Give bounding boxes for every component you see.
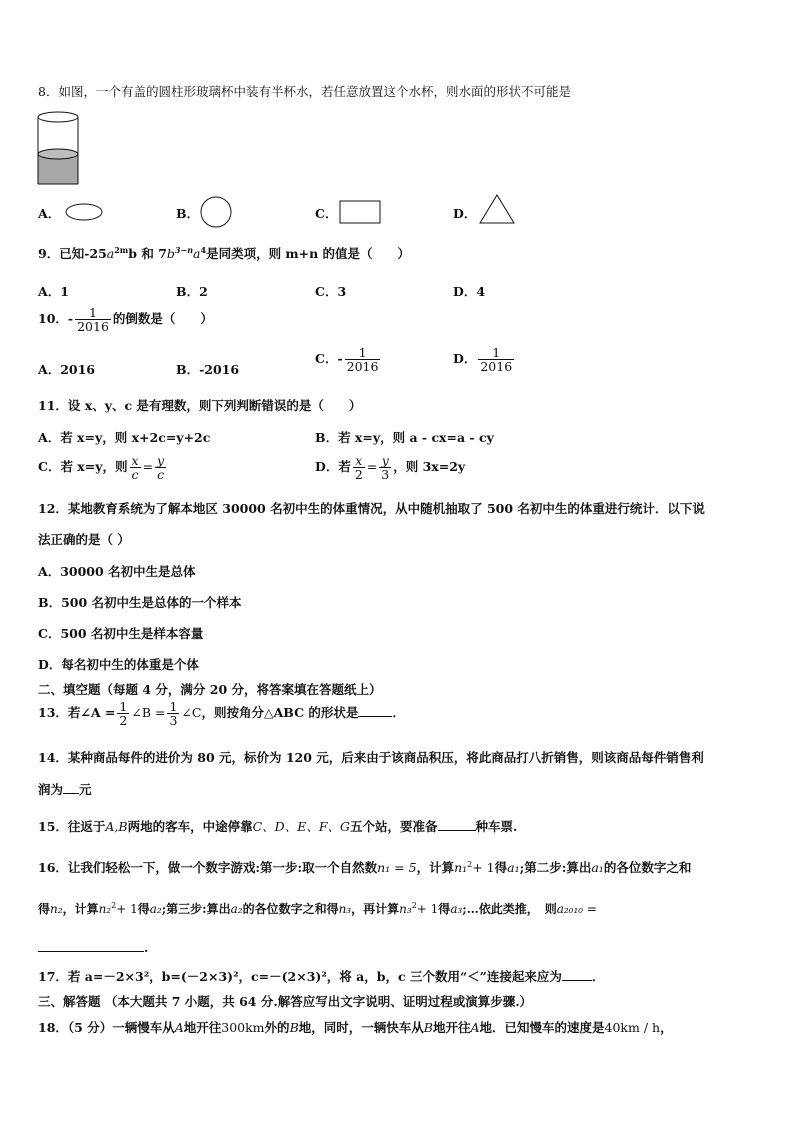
q11-stem: 11．设 x、y、c 是有理数，则下列判断错误的是（ ） xyxy=(38,398,362,413)
q10-option-a: A．2016 xyxy=(38,362,95,377)
q17-stem: 17．若 a=－2×3²，b=(－2×3)²，c=－(2×3)²，将 a，b，c 三个数用“＜”连接起来应为 ． xyxy=(38,969,605,984)
q14-line1: 14．某种商品每件的进价为 80 元，标价为 120 元，后来由于该商品积压，将此商品打八折销售，则该商品每件销售利 xyxy=(38,750,704,765)
q15-stem: 15．往返于A,B两地的客车，中途停靠C、D、E、F、G五个站，要准备 种车票. xyxy=(38,819,518,834)
q8-stem: 8．如图，一个有盖的圆柱形玻璃杯中装有半杯水，若任意放置这个水杯，则水面的形状不可能是 xyxy=(38,84,571,99)
q12-option-c: C．500 名初中生是样本容量 xyxy=(38,626,204,641)
q8-option-a: A． xyxy=(38,206,61,221)
q12-option-d: D．每名初中生的体重是个体 xyxy=(38,657,199,672)
q10-stem: 10．- $\frac{1}{2016}$ 的倒数是（ ） xyxy=(38,305,213,335)
q16-line2: 得n₂，计算n₂$^2$+ 1得a₂;第三步:算出a₂的各位数字之和得n₃，再计算n₃$^2$+ 1得a₃;…依此类推， 则a₂₀₁₀ = xyxy=(38,901,597,916)
q9-option-d: D．4 xyxy=(453,284,486,299)
q12-option-a: A．30000 名初中生是总体 xyxy=(38,564,196,579)
q13-stem: 13．若∠A = $\frac{1}{2}$ ∠B = $\frac{1}{3}$ ∠C，则按角分△ABC 的形状是 ． xyxy=(38,699,405,729)
q9-stem: 9．已知$-25a^{2m}b$ 和 $7b^{3-n}a^4$是同类项，则 m+n 的值是（ ） xyxy=(38,244,411,261)
q11-option-c: C．若 x=y，则 $\frac{x}{c}$ = $\frac{y}{c}$ xyxy=(38,453,165,483)
triangle-icon xyxy=(478,193,516,225)
q12-line2: 法正确的是（ ） xyxy=(38,532,130,547)
q11-option-a: A．若 x=y，则 x+2c=y+2c xyxy=(38,430,211,445)
glass-cup-figure xyxy=(36,110,82,188)
q10-option-d: D． $\frac{1}{2016}$ xyxy=(453,345,513,375)
section-2-heading: 二、填空题（每题 4 分，满分 20 分，将答案填在答题纸上） xyxy=(38,682,382,697)
q11-option-b: B．若 x=y，则 a - cx=a - cy xyxy=(315,430,494,445)
q12-line1: 12．某地教育系统为了解本地区 30000 名初中生的体重情况，从中随机抽取了 500 名初中生的体重进行统计．以下说 xyxy=(38,501,705,516)
q9-option-b: B．2 xyxy=(176,284,208,299)
q8-option-d: D． xyxy=(453,206,477,221)
q14-line2: 润为 元 xyxy=(38,782,92,797)
q18-stem: 18．（5 分）一辆慢车从A地开往300km外的B地，同时，一辆快车从B地开往A地．已知慢车的速度是40km / h， xyxy=(38,1020,673,1035)
section-3-heading: 三、解答题 （本大题共 7 小题，共 64 分.解答应写出文字说明、证明过程或演算步骤.） xyxy=(38,994,533,1009)
rectangle-icon xyxy=(338,199,382,225)
q9-option-a: A．1 xyxy=(38,284,69,299)
q11-option-d: D．若 $\frac{x}{2}$ = $\frac{y}{3}$ ，则 3x=2y xyxy=(315,453,466,483)
circle-icon xyxy=(198,195,234,229)
ellipse-icon xyxy=(64,201,104,223)
q8-option-b: B． xyxy=(176,206,200,221)
q16-line3: . xyxy=(38,940,148,955)
q8-option-c: C． xyxy=(315,206,338,221)
q12-option-b: B．500 名初中生是总体的一个样本 xyxy=(38,595,242,610)
q16-line1: 16．让我们轻松一下，做一个数字游戏:第一步:取一个自然数n₁ = 5，计算n₁$^2$+ 1得a₁;第二步:算出a₁的各位数字之和 xyxy=(38,859,692,875)
q9-option-c: C．3 xyxy=(315,284,347,299)
q10-option-b: B．-2016 xyxy=(176,362,240,377)
q10-option-c: C．- $\frac{1}{2016}$ xyxy=(315,345,379,375)
